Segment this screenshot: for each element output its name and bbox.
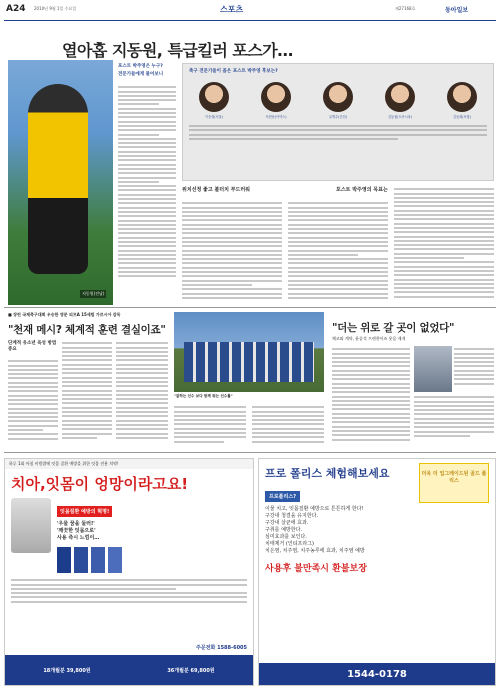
ad-left-line-2: '깨끗한 잇몸으로' (57, 528, 96, 534)
effect-item: 심미효과를 보인다. (265, 534, 307, 540)
ad-left-line-1: '우물 꿈을 둘러!' (57, 521, 95, 527)
candidates-box-title: 축구 전문가들이 꼽은 포스트 박주영 후보는? (189, 69, 278, 74)
article1-body-col2 (182, 200, 282, 301)
candidate-name: 유병수(인천) (329, 115, 347, 119)
article2-headline: "천재 메시? 체계적 훈련 결실이죠" (8, 324, 166, 336)
article1-body-col1 (118, 84, 176, 280)
candidate-photo (261, 82, 291, 112)
article1-body-col4 (394, 186, 494, 300)
ad-right-guarantee: 사용후 불만족시 환불보장 (265, 564, 367, 574)
article2-sub: 단계적 유소년 육성 방법 중요 (8, 341, 57, 352)
page-number: A24 (6, 4, 26, 14)
player-photo (8, 60, 113, 305)
ad-right-badge: 프로폴리스? (265, 491, 300, 502)
candidate-photo (323, 82, 353, 112)
product-box (74, 547, 88, 573)
effect-item: 치태제거 (인티프라그) (265, 541, 314, 547)
product-box (108, 547, 122, 573)
ad-right-event: 더욱 더 업그레이드된 골드 폴리스 (419, 463, 489, 503)
candidate-photo (447, 82, 477, 112)
header-rule (4, 20, 496, 21)
ad-left-footer (5, 655, 253, 685)
product-box (91, 547, 105, 573)
article3-headline: "더는 위로 갈 곳이 없었다" (332, 322, 455, 334)
ad-left-copy (57, 498, 247, 573)
team-figures (184, 342, 314, 382)
article3-body-col3 (454, 346, 494, 387)
article3-photo (414, 346, 452, 392)
article1-kickers (118, 63, 178, 77)
player-caption: 지동원(전남) (82, 291, 105, 296)
product-box (57, 547, 71, 573)
article2-kicker: ■ 장린 국제축구대회 우승한 영문 피프A 15세팀 가르시아 감독 (8, 312, 121, 317)
section-divider (4, 307, 496, 308)
ad-left-order-phone[interactable]: 주문전화 1588-6005 (196, 645, 247, 651)
article3-body-col2 (414, 394, 494, 439)
page-header (0, 0, 500, 20)
effect-item: 구취를 예방한다. (265, 527, 302, 533)
effect-item: 치은염, 치주염, 치주농루에 효과, 치주염 예방 (265, 548, 365, 554)
candidate-name: 이승렬(서울) (205, 115, 223, 119)
candidates-notes (189, 125, 487, 140)
candidates-row (183, 82, 493, 119)
issue-number: 제27168호 (395, 6, 416, 11)
player-figure (28, 84, 88, 274)
ad-divider (4, 452, 496, 453)
quote-a: 위치선정 좋고 볼터치 부드러워 (182, 187, 251, 193)
kicker-1: 포스트 박주영은 누구? (118, 64, 163, 69)
ad-left-badge: 잇몸질환 예방의 혁명! (57, 506, 112, 517)
ad-right-effects (259, 502, 495, 559)
team-photo-caption: "잘하는 선수 보다 함께 뛰는 선수를" (174, 394, 233, 398)
issue-date: 2010년 9월 1일 수요일 (34, 6, 77, 11)
ad-left-headline: 치아,잇몸이 엉망이라고요! (11, 475, 189, 493)
article2-body-col4 (174, 404, 246, 445)
candidate-name: 석현준(아약스) (265, 115, 287, 119)
candidate-card (261, 82, 291, 119)
candidate-card (199, 82, 229, 119)
ad-toothpaste[interactable] (4, 458, 254, 686)
team-photo (174, 312, 324, 392)
article2-body-col3 (116, 340, 168, 441)
newspaper-name: 동아일보 (445, 7, 469, 14)
candidate-card (385, 82, 415, 119)
candidate-photo (385, 82, 415, 112)
effect-item: 이물 치고, 잇몸질환 예방으로 튼튼하게 한다! (265, 506, 364, 512)
price-36m: 36개월분 69,800원 (167, 667, 215, 674)
article1-body-col3 (288, 200, 388, 301)
effect-item: 구강내 살균에 효과. (265, 520, 309, 526)
candidate-name: 김동희(포항) (453, 115, 471, 119)
article2-body-col5 (252, 404, 324, 445)
ad-propolis[interactable] (258, 458, 496, 686)
price-18m: 18개월분 39,800원 (43, 667, 91, 674)
candidate-name: 김동섭(도쿠시마) (387, 115, 413, 119)
candidate-photo (199, 82, 229, 112)
ad-left-body (5, 494, 253, 577)
section-title: 스포츠 (220, 5, 244, 14)
ad-left-banner: 하루 1회 아침 비빔밥에 잇몸 질환 예방을 위한 잇몸 전용 치약! (5, 459, 253, 469)
article3-sub: 체코와 계약, 윤종석 프랜챤이즈 웃음 재개 (332, 336, 406, 341)
article2-body-col1 (8, 358, 58, 442)
product-row (57, 547, 247, 573)
candidates-box (182, 63, 494, 181)
ad-right-headline: 프로 폴리스 체험해보세요 (265, 467, 390, 480)
article1-headline: 열아홉 지동원, 특급킬러 포스가… (62, 41, 293, 60)
spokesperson-photo (11, 498, 51, 553)
article3-body-col1 (332, 346, 410, 443)
candidate-card (447, 82, 477, 119)
kicker-2: 전문가들에게 물어보니 (118, 72, 164, 77)
ad-left-fineprint (5, 579, 253, 602)
quote-b: 포스트 박주영의 목표는 (336, 187, 388, 193)
ad-left-line-3: 사용 즉시 느낌이… (57, 535, 100, 541)
article2-body-col2 (62, 340, 112, 441)
effect-item: 구강내 청결을 유지한다. (265, 513, 319, 519)
ad-right-phone[interactable]: 1544-0178 (259, 663, 495, 685)
candidate-card (323, 82, 353, 119)
